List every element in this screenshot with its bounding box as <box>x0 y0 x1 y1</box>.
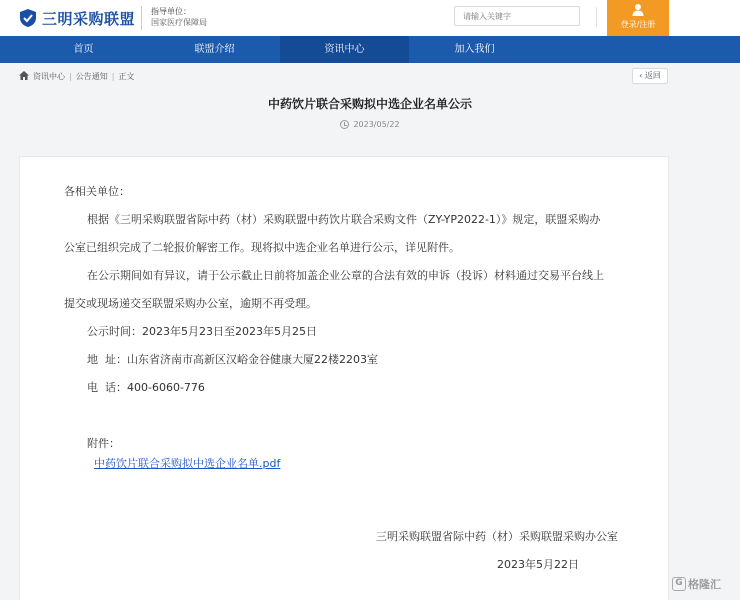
guidance-label: 指导单位： <box>151 7 191 16</box>
breadcrumb-separator: | <box>111 71 115 81</box>
user-icon <box>632 3 644 16</box>
shield-logo-icon <box>18 8 38 28</box>
page-title: 中药饮片联合采购拟中选企业名单公示 <box>267 97 472 111</box>
salutation: 各相关单位： <box>64 185 130 198</box>
back-button[interactable] <box>632 68 668 84</box>
attachment-label: 附件： <box>87 437 120 450</box>
breadcrumb-item-news[interactable]: 资讯中心 <box>33 71 65 81</box>
breadcrumb-separator: | <box>69 71 72 81</box>
office-phone: 电 话：400-6060-776 <box>87 381 205 394</box>
breadcrumb-item-notices[interactable]: 公告通知 <box>75 71 108 81</box>
back-label: 返回 <box>644 71 661 80</box>
watermark-text: 格隆汇 <box>688 578 721 591</box>
watermark-logo-icon: G <box>672 577 686 591</box>
article-card <box>19 156 669 600</box>
site-logo[interactable] <box>18 7 135 29</box>
chevron-left-icon: ‹ <box>639 71 645 80</box>
home-icon[interactable] <box>19 71 29 82</box>
signature: 三明采购联盟省际中药（材）采购联盟采购办公室 <box>376 530 618 543</box>
attachment-link-text[interactable]: 中药饮片联合采购拟中选企业名单.pdf <box>94 457 281 470</box>
main-nav <box>0 36 740 63</box>
nav-item-news[interactable]: 资讯中心 <box>280 36 409 63</box>
paragraph-1-line-1: 根据《三明采购联盟省际中药（材）采购联盟中药饮片联合采购文件（ZY-YP2022-1）》规定，联盟采购办 <box>87 213 601 226</box>
publicity-time: 公示时间：2023年5月23日至2023年5月25日 <box>87 325 317 338</box>
breadcrumb-item-current: 正文 <box>118 71 135 81</box>
logo-text: 三明采购联盟 <box>42 9 136 28</box>
office-address: 地 址：山东省济南市高新区汉峪金谷健康大厦22楼2203室 <box>87 353 378 366</box>
watermark <box>672 576 721 592</box>
breadcrumb <box>19 70 134 82</box>
guidance-value: 国家医疗保障局 <box>151 18 207 27</box>
login-label: 登录/注册 <box>620 20 656 29</box>
attachment-link[interactable] <box>94 455 280 471</box>
top-header <box>0 0 740 36</box>
login-register-button[interactable] <box>607 0 669 36</box>
paragraph-2-line-2: 提交或现场递交至联盟采购办公室，逾期不再受理。 <box>64 297 317 310</box>
clock-icon <box>340 120 349 129</box>
signature-date: 2023年5月22日 <box>497 558 579 571</box>
publish-date <box>0 120 740 129</box>
paragraph-1-line-2: 公室已组织完成了二轮报价解密工作。现将拟中选企业名单进行公示，详见附件。 <box>64 241 460 254</box>
publish-date-text: 2023/05/22 <box>353 120 400 129</box>
nav-item-join[interactable]: 加入我们 <box>454 44 495 55</box>
paragraph-2-line-1: 在公示期间如有异议，请于公示截止日前将加盖企业公章的合法有效的申诉（投诉）材料通过交易平台线上 <box>87 269 604 282</box>
nav-item-about[interactable]: 联盟介绍 <box>194 44 235 55</box>
search-input[interactable] <box>454 6 580 26</box>
header-divider <box>596 7 597 27</box>
nav-item-home[interactable]: 首页 <box>73 44 94 55</box>
guidance-unit <box>141 6 207 30</box>
